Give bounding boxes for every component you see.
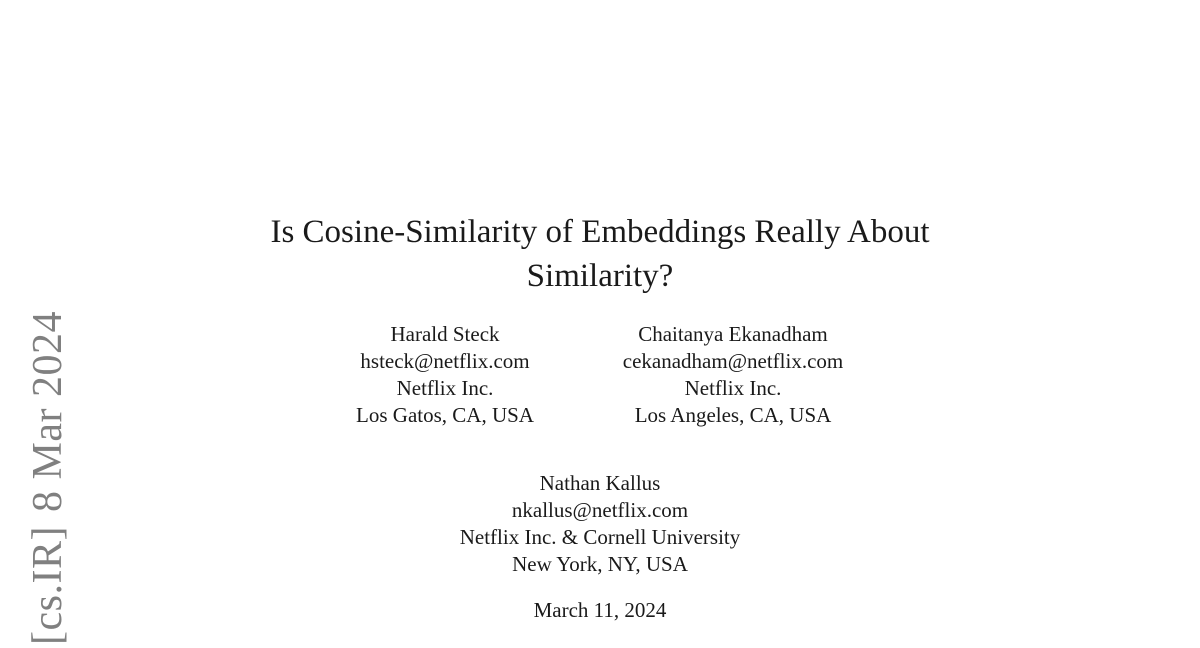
author-name: Chaitanya Ekanadham [638, 322, 828, 346]
author-name: Nathan Kallus [539, 471, 661, 495]
author-email: hsteck@netflix.com [360, 349, 530, 373]
paper-title-line-1: Is Cosine-Similarity of Embeddings Really About [270, 214, 930, 250]
author-email: nkallus@netflix.com [511, 498, 689, 522]
author-affiliation: Netflix Inc. & Cornell University [459, 525, 741, 549]
arxiv-submission-date: 8 Mar 2024 [25, 311, 71, 513]
arxiv-category: [cs.IR] [25, 526, 71, 645]
author-location: Los Gatos, CA, USA [356, 403, 534, 427]
author-affiliation: Netflix Inc. [684, 376, 782, 400]
paper-date: March 11, 2024 [533, 598, 667, 622]
arxiv-side-stamp [24, 311, 72, 645]
author-affiliation: Netflix Inc. [396, 376, 494, 400]
author-name: Harald Steck [390, 322, 500, 346]
author-email: cekanadham@netflix.com [622, 349, 844, 373]
author-block-ekanadham [583, 321, 883, 429]
author-block-steck [300, 321, 590, 429]
paper-title-line-2: Similarity? [526, 258, 674, 294]
author-location: Los Angeles, CA, USA [634, 403, 832, 427]
paper-title [0, 210, 1200, 298]
author-block-kallus [400, 470, 800, 578]
author-location: New York, NY, USA [512, 552, 688, 576]
